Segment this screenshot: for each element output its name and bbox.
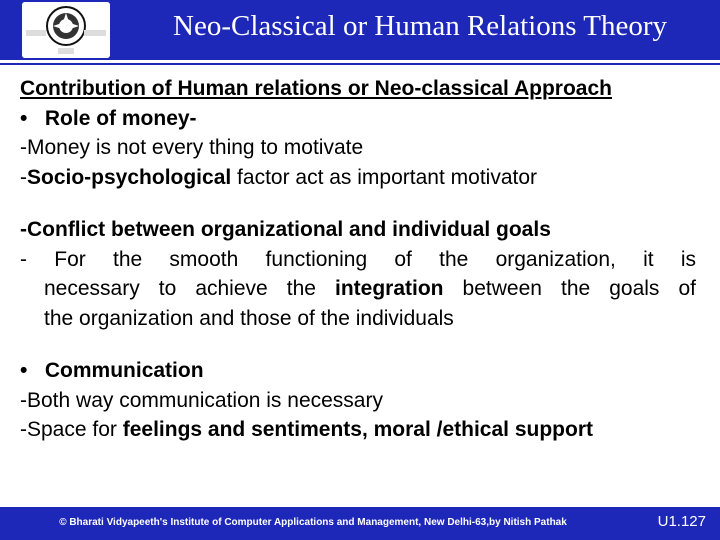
bullet-role-of-money bbox=[20, 104, 696, 134]
smooth-line-2-before: necessary to achieve the bbox=[44, 277, 335, 300]
socio-line bbox=[20, 163, 696, 193]
conflict-line: -Conflict between organizational and individual goals bbox=[20, 218, 551, 241]
space-line bbox=[20, 415, 696, 445]
socio-bold: Socio-psychological bbox=[27, 165, 232, 189]
bullet-icon: • bbox=[20, 359, 28, 382]
space-bold: feelings and sentiments, moral /ethical support bbox=[122, 418, 593, 441]
bullet-text: Communication bbox=[44, 359, 204, 382]
institute-logo bbox=[22, 2, 110, 58]
header-rule bbox=[0, 63, 720, 65]
dash: - bbox=[20, 165, 27, 189]
slide-title: Neo-Classical or Human Relations Theory bbox=[173, 10, 667, 42]
money-line: -Money is not every thing to motivate bbox=[20, 136, 364, 159]
space-before: -Space for bbox=[20, 418, 123, 441]
bullet-communication bbox=[20, 356, 696, 386]
smooth-line-1: - For the smooth functioning of the organization, it is bbox=[20, 247, 696, 271]
smooth-line-3: the organization and those of the individuals bbox=[44, 306, 454, 330]
both-way-line: -Both way communication is necessary bbox=[20, 388, 383, 412]
slide-number: U1.127 bbox=[657, 513, 706, 530]
section-heading: Contribution of Human relations or Neo-classical Approach bbox=[20, 77, 612, 100]
bullet-text: Role of money- bbox=[44, 106, 197, 130]
footer-credit: © Bharati Vidyapeeth's Institute of Computer Applications and Management, New Delhi-63,by Nitish Pathak bbox=[59, 517, 567, 528]
slide-body bbox=[20, 74, 696, 445]
bullet-icon: • bbox=[20, 106, 28, 130]
header-bar bbox=[0, 0, 720, 60]
socio-rest: factor act as important motivator bbox=[231, 165, 538, 189]
smooth-line-2-after: between the goals of bbox=[443, 277, 696, 300]
logo-seal-icon bbox=[22, 2, 110, 58]
spacer bbox=[20, 333, 696, 356]
spacer bbox=[20, 192, 696, 215]
smooth-line-2-bold: integration bbox=[335, 277, 444, 300]
footer-bar bbox=[0, 507, 720, 540]
smooth-line-2 bbox=[20, 274, 696, 304]
